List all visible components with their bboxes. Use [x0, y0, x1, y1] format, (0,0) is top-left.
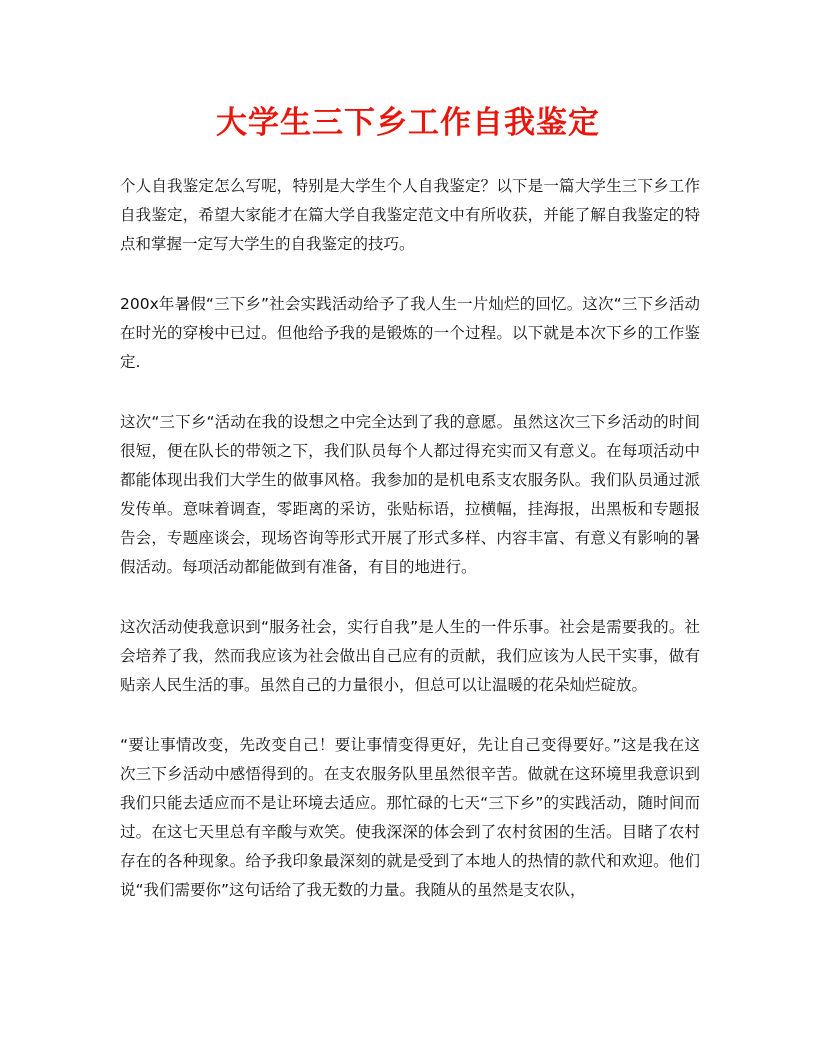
document-title: 大学生三下乡工作自我鉴定 — [216, 105, 600, 141]
paragraph-activity-details: 这次“三下乡“活动在我的设想之中完全达到了我的意愿。虽然这次三下乡活动的时间很短，便在队长的带领之下，我们队员每个人都过得充实而又有意义。在每项活动中都能体现出我们大学生的做事风格。我参加的是机电系支农服务队。我们队员通过派发传单。意味着调查，零距离的采访，张贴标语，拉横幅，挂海报，出黑板和专题报告会，专题座谈会，现场咨询等形式开展了形式多样、内容丰富、有意义有影响的暑假活动。每项活动都能做到有准备，有目的地进行。 — [120, 413, 700, 576]
paragraph-summer-activity: 200x年暑假“三下乡”社会实践活动给予了我人生一片灿烂的回忆。这次“三下乡活动在时光的穿梭中已过。但他给予我的是锻炼的一个过程。以下就是本次下乡的工作鉴定. — [120, 295, 700, 371]
paragraph-reflection: “要让事情改变，先改变自己！要让事情变得更好，先让自己变得要好。”这是我在这次三下乡活动中感悟得到的。在支农服务队里虽然很辛苦。做就在这环境里我意识到我们只能去适应而不是让环境去适应。那忙碌的七天“三下乡”的实践活动，随时间而过。在这七天里总有辛酸与欢笑。使我深深的体会到了农村贫困的生活。目睹了农村存在的各种现象。给予我印象最深刻的就是受到了本地人的热情的款代和欢迎。他们说“我们需要你”这句话给了我无数的力量。我随从的虽然是支农队， — [120, 736, 700, 899]
paragraph-intro: 个人自我鉴定怎么写呢，特别是大学生个人自我鉴定？以下是一篇大学生三下乡工作自我鉴定，希望大家能才在篇大学自我鉴定范文中有所收获，并能了解自我鉴定的特点和掌握一定写大学生的自我鉴定的技巧。 — [120, 177, 700, 253]
document-body — [120, 172, 700, 936]
paragraph-serve-society: 这次活动使我意识到“服务社会，实行自我”是人生的一件乐事。社会是需要我的。社会培养了我，然而我应该为社会做出自己应有的贡献，我们应该为人民干实事，做有贴亲人民生活的事。虽然自己的力量很小，但总可以让温暖的花朵灿烂碇放。 — [120, 618, 700, 694]
